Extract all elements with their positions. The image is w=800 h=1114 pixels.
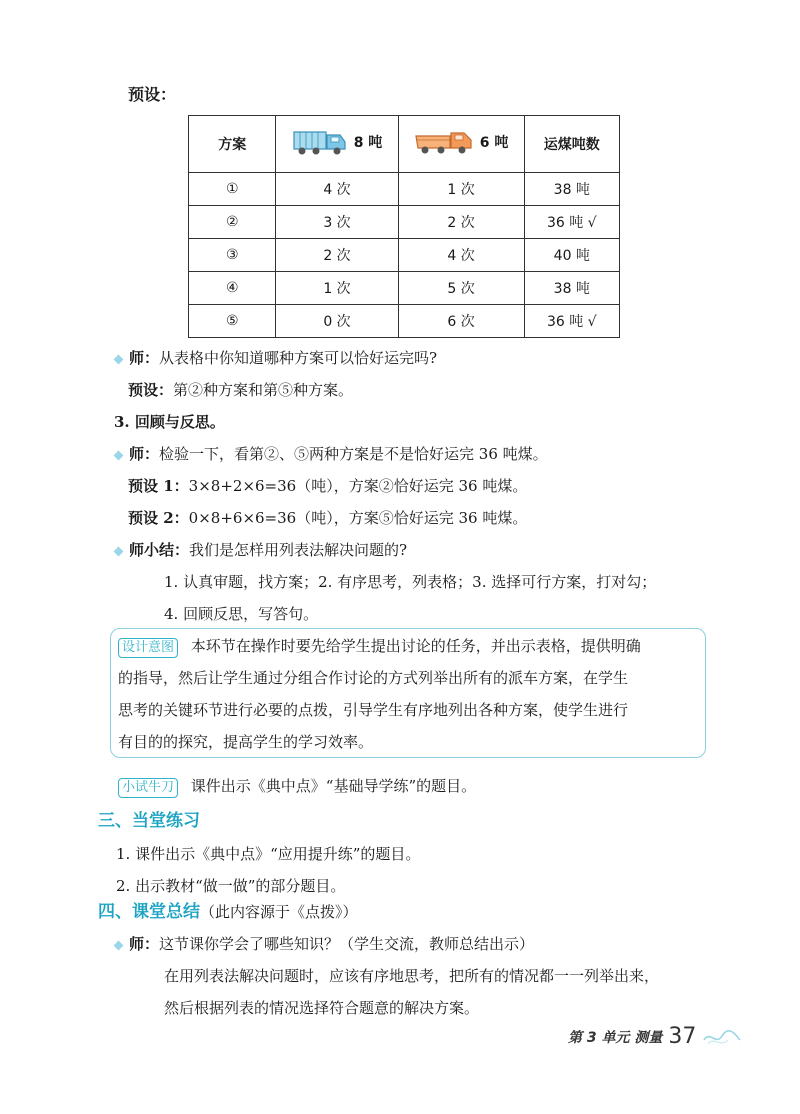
header-6t: 6 吨: [398, 116, 524, 173]
table-cell: 40 吨: [524, 239, 619, 272]
summary-steps-line-1: 1. 认真审题，找方案；2. 有序思考，列表格；3. 选择可行方案，打对勾；: [164, 573, 657, 591]
table-cell: 1 次: [398, 173, 524, 206]
design-intent-tag: 设计意图: [118, 638, 178, 658]
diamond-bullet-icon: [114, 451, 123, 460]
teacher-summary: 师小结：我们是怎样用列表法解决问题的?: [114, 534, 407, 566]
table-cell: ⑤: [189, 305, 276, 338]
summary-steps-line-2: 4. 回顾反思，写答句。: [164, 605, 319, 623]
section-3-title: 三、当堂练习: [98, 811, 200, 831]
wave-decoration-icon: [702, 1026, 742, 1048]
preset-2: 预设 2：0×8+6×6=36（吨），方案⑤恰好运完 36 吨煤。: [128, 509, 528, 527]
table-cell: 38 吨: [524, 173, 619, 206]
header-8t: 8 吨: [276, 116, 398, 173]
table-cell: ③: [189, 239, 276, 272]
trial-line: 小试牛刀 课件出示《典中点》“基础导学练”的题目。: [118, 770, 476, 802]
table-row: [189, 239, 620, 272]
section-4-note: （此内容源于《点拨》）: [200, 903, 358, 921]
table-cell: 1 次: [276, 272, 398, 305]
table-cell: 36 吨 √: [524, 206, 619, 239]
table-cell: 6 次: [398, 305, 524, 338]
diamond-bullet-icon: [114, 355, 123, 364]
table-row: [189, 173, 620, 206]
diamond-bullet-icon: [114, 941, 123, 950]
table-cell: ②: [189, 206, 276, 239]
table-cell: 2 次: [276, 239, 398, 272]
section-3-item-2: 2. 出示教材“做一做”的部分题目。: [116, 877, 346, 895]
orange-truck-icon: [414, 127, 474, 157]
header-coal-tons: 运煤吨数: [524, 116, 619, 173]
table-row: [189, 305, 620, 338]
preset-1: 预设 1：3×8+2×6=36（吨），方案②恰好运完 36 吨煤。: [128, 477, 528, 495]
header-plan: 方案: [189, 116, 276, 173]
table-cell: 2 次: [398, 206, 524, 239]
table-header-row: [189, 116, 620, 173]
preset-label: 预设：: [128, 85, 177, 104]
section-4-heading: [98, 896, 358, 928]
page-footer: [568, 1024, 742, 1049]
diamond-bullet-icon: [114, 547, 123, 556]
design-intent-line-1: 设计意图 本环节在操作时要先给学生提出讨论的任务，并出示表格，提供明确: [118, 630, 641, 662]
design-intent-line-2: 的指导，然后让学生通过分组合作讨论的方式列举出所有的派车方案，在学生: [118, 669, 629, 687]
table-cell: ④: [189, 272, 276, 305]
design-intent-line-4: 有目的的探究，提高学生的学习效率。: [118, 733, 374, 751]
teacher-question-2: 师：检验一下，看第②、⑤两种方案是不是恰好运完 36 吨煤。: [114, 438, 548, 470]
section-4-answer-line-1: 在用列表法解决问题时，应该有序地思考，把所有的情况都一一列举出来，: [164, 967, 660, 985]
section-4-question: 师：这节课你学会了哪些知识？（学生交流，教师总结出示）: [114, 928, 534, 960]
teacher-question-1: 师：从表格中你知道哪种方案可以恰好运完吗?: [114, 342, 437, 374]
table-cell: 5 次: [398, 272, 524, 305]
blue-truck-icon: [292, 127, 348, 157]
section-4-title: 四、课堂总结: [98, 902, 200, 922]
table-cell: 4 次: [276, 173, 398, 206]
table-cell: ①: [189, 173, 276, 206]
table-row: [189, 272, 620, 305]
table-row: [189, 206, 620, 239]
page-number: 37: [668, 1024, 697, 1049]
table-cell: 36 吨 √: [524, 305, 619, 338]
trial-tag: 小试牛刀: [118, 778, 178, 798]
table-cell: 38 吨: [524, 272, 619, 305]
step-3-title: 3. 回顾与反思。: [114, 413, 225, 431]
table-cell: 3 次: [276, 206, 398, 239]
section-3-item-1: 1. 课件出示《典中点》“应用提升练”的题目。: [116, 845, 421, 863]
footer-unit: 第 3 单元 测量: [568, 1029, 663, 1046]
preset-answer-1: 预设：第②种方案和第⑤种方案。: [128, 381, 354, 399]
table-cell: 4 次: [398, 239, 524, 272]
plan-table: [188, 115, 620, 338]
section-4-answer-line-2: 然后根据列表的情况选择符合题意的解决方案。: [164, 999, 480, 1017]
design-intent-line-3: 思考的关键环节进行必要的点拨，引导学生有序地列出各种方案，使学生进行: [118, 701, 629, 719]
table-cell: 0 次: [276, 305, 398, 338]
